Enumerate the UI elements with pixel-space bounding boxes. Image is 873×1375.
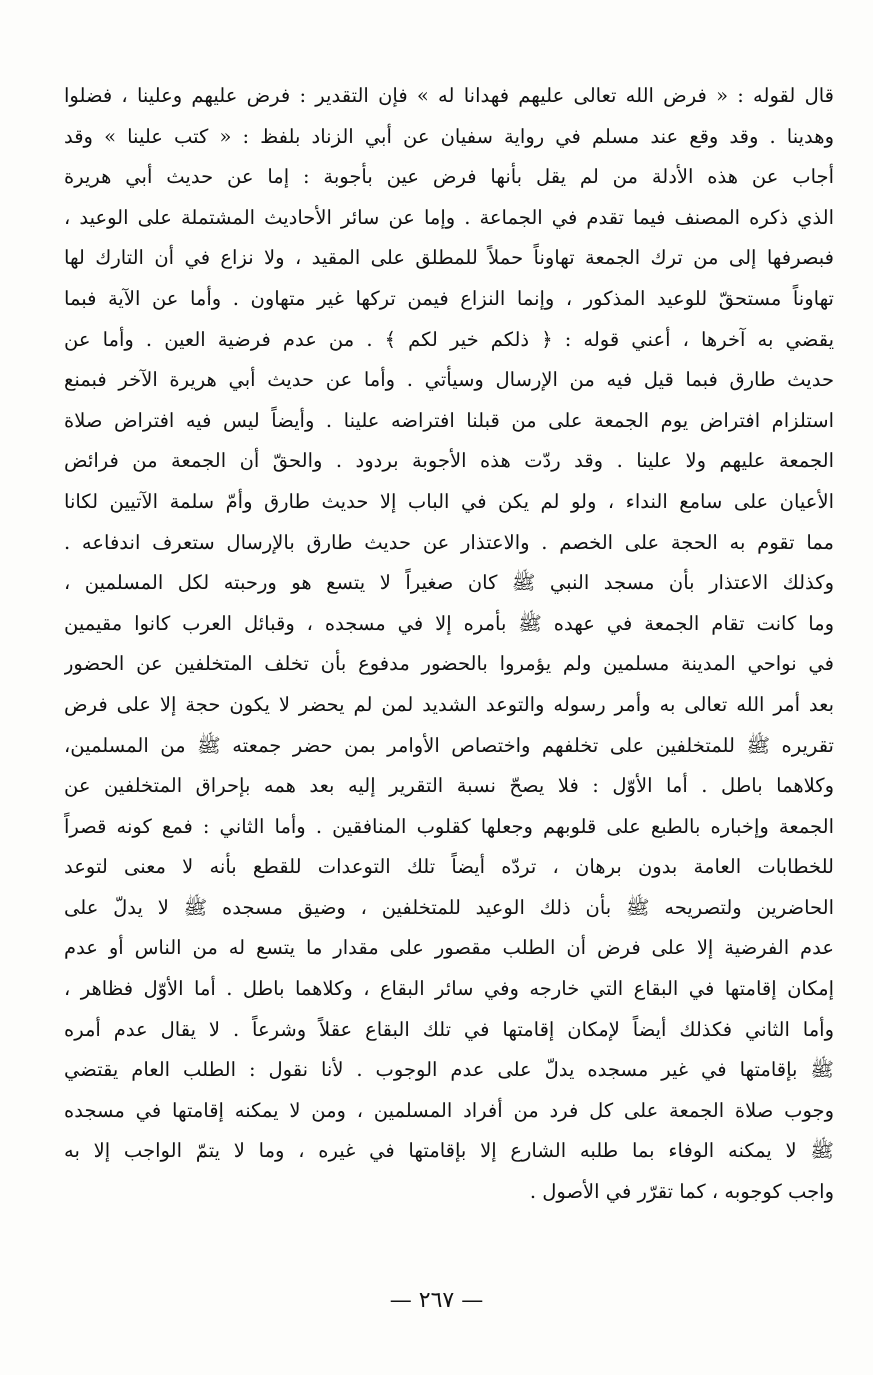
text-line: قال لقوله : « فرض الله تعالى عليهم فهدانا له » فإن التقدير : فرض عليهم وعلينا ، فضلوا <box>64 84 834 107</box>
text-line: وجوب صلاة الجمعة على كل فرد من أفراد المسلمين ، ومن لا يمكنه إقامتها في مسجده <box>64 1098 834 1122</box>
text-line: استلزام افتراض يوم الجمعة على من قبلنا افتراضه علينا . وأيضاً ليس فيه افتراض صلاة <box>64 408 834 432</box>
text-line: يقضي به آخرها ، أعني قوله : ﴿ ذلكم خير لكم ﴾ . من عدم فرضية العين . وأما عن <box>64 327 834 351</box>
text-line: وهدينا . وقد وقع عند مسلم في رواية سفيان عن أبي الزناد بلفظ : « كتب علينا » وقد <box>64 124 834 148</box>
text-line: الجمعة وإخباره بالطبع على قلوبهم وجعلها كقلوب المنافقين . وأما الثاني : فمع كونه قصراً <box>64 814 834 838</box>
text-line: فبصرفها إلى من ترك الجمعة تهاوناً حملاً للمطلق على المقيد ، ولا نزاع في أن التارك لها <box>64 246 834 270</box>
text-line: إمكان إقامتها في البقاع التي خارجه وفي سائر البقاع ، وكلاهما باطل . أما الأوّل فظاهر ، <box>64 977 834 1001</box>
text-line: وكذلك الاعتذار بأن مسجد النبي ﷺ كان صغيراً لا يتسع هو ورحبته لكل المسلمين ، <box>64 571 834 595</box>
text-line: الحاضرين ولتصريحه ﷺ بأن ذلك الوعيد للمتخلفين ، وضيق مسجده ﷺ لا يدلّ على <box>64 895 834 919</box>
page-number: — ٢٦٧ — <box>389 1288 484 1313</box>
text-line: ﷺ لا يمكنه الوفاء بما طلبه الشارع إلا بإقامتها في غيره ، وما لا يتمّ الواجب إلا به <box>64 1139 834 1163</box>
text-line: حديث طارق فبما قيل فيه من الإرسال وسيأتي . وأما عن حديث أبي هريرة الآخر فبمنع <box>64 368 834 392</box>
text-line: في نواحي المدينة مسلمين ولم يؤمروا بالحضور مدفوع بأن تخلف المتخلفين عن الحضور <box>64 652 834 676</box>
text-line: أجاب عن هذه الأدلة من لم يقل بأنها فرض عين بأجوبة : إما عن حديث أبي هريرة <box>64 165 834 189</box>
text-line: واجب كوجوبه ، كما تقرّر في الأصول . <box>529 1180 834 1204</box>
text-line: مما تقوم به الحجة على الخصم . والاعتذار عن حديث طارق بالإرسال ستعرف اندفاعه . <box>64 530 834 554</box>
text-line: عدم الفرضية إلا على فرض أن الطلب مقصور على مقدار ما يتسع له من الناس أو عدم <box>64 936 834 960</box>
text-line: ﷺ بإقامتها في غير مسجده يدلّ على عدم الوجوب . لأنا نقول : الطلب العام يقتضي <box>64 1058 834 1082</box>
text-line: وأما الثاني فكذلك أيضاً لإمكان إقامتها في تلك البقاع عقلاً وشرعاً . لا يقال عدم أمره <box>64 1017 834 1041</box>
text-line: تقريره ﷺ للمتخلفين على تخلفهم واختصاص الأوامر بمن حضر جمعته ﷺ من المسلمين، <box>64 733 834 757</box>
text-line: تهاوناً مستحقّ للوعيد المذكور ، وإنما النزاع فيمن تركها غير متهاون . وأما عن الآية فبما <box>64 286 834 310</box>
text-line: بعد أمر الله تعالى به وأمر رسوله والتوعد الشديد لمن لم يحضر لا يكون حجة إلا على فرض <box>64 692 834 716</box>
text-line: وما كانت تقام الجمعة في عهده ﷺ بأمره إلا في مسجده ، وقبائل العرب كانوا مقيمين <box>64 611 834 635</box>
text-line: للخطابات العامة بدون برهان ، تردّه أيضاً تلك التوعدات للقطع بأنه لا معنى لتوعد <box>64 855 834 879</box>
text-line: وكلاهما باطل . أما الأوّل : فلا يصحّ نسبة التقرير إليه بعد همه بإحراق المتخلفين عن <box>64 774 834 798</box>
text-line: الذي ذكره المصنف فيما تقدم في الجماعة . وإما عن سائر الأحاديث المشتملة على الوعيد ، <box>64 205 834 229</box>
body-text <box>64 76 834 1213</box>
text-line: الأعيان على سامع النداء ، ولو لم يكن في الباب إلا حديث طارق وأمّ سلمة الآتيين لكانا <box>64 489 834 513</box>
text-line: الجمعة عليهم ولا علينا . وقد ردّت هذه الأجوبة بردود . والحقّ أن الجمعة من فرائض <box>64 449 834 473</box>
